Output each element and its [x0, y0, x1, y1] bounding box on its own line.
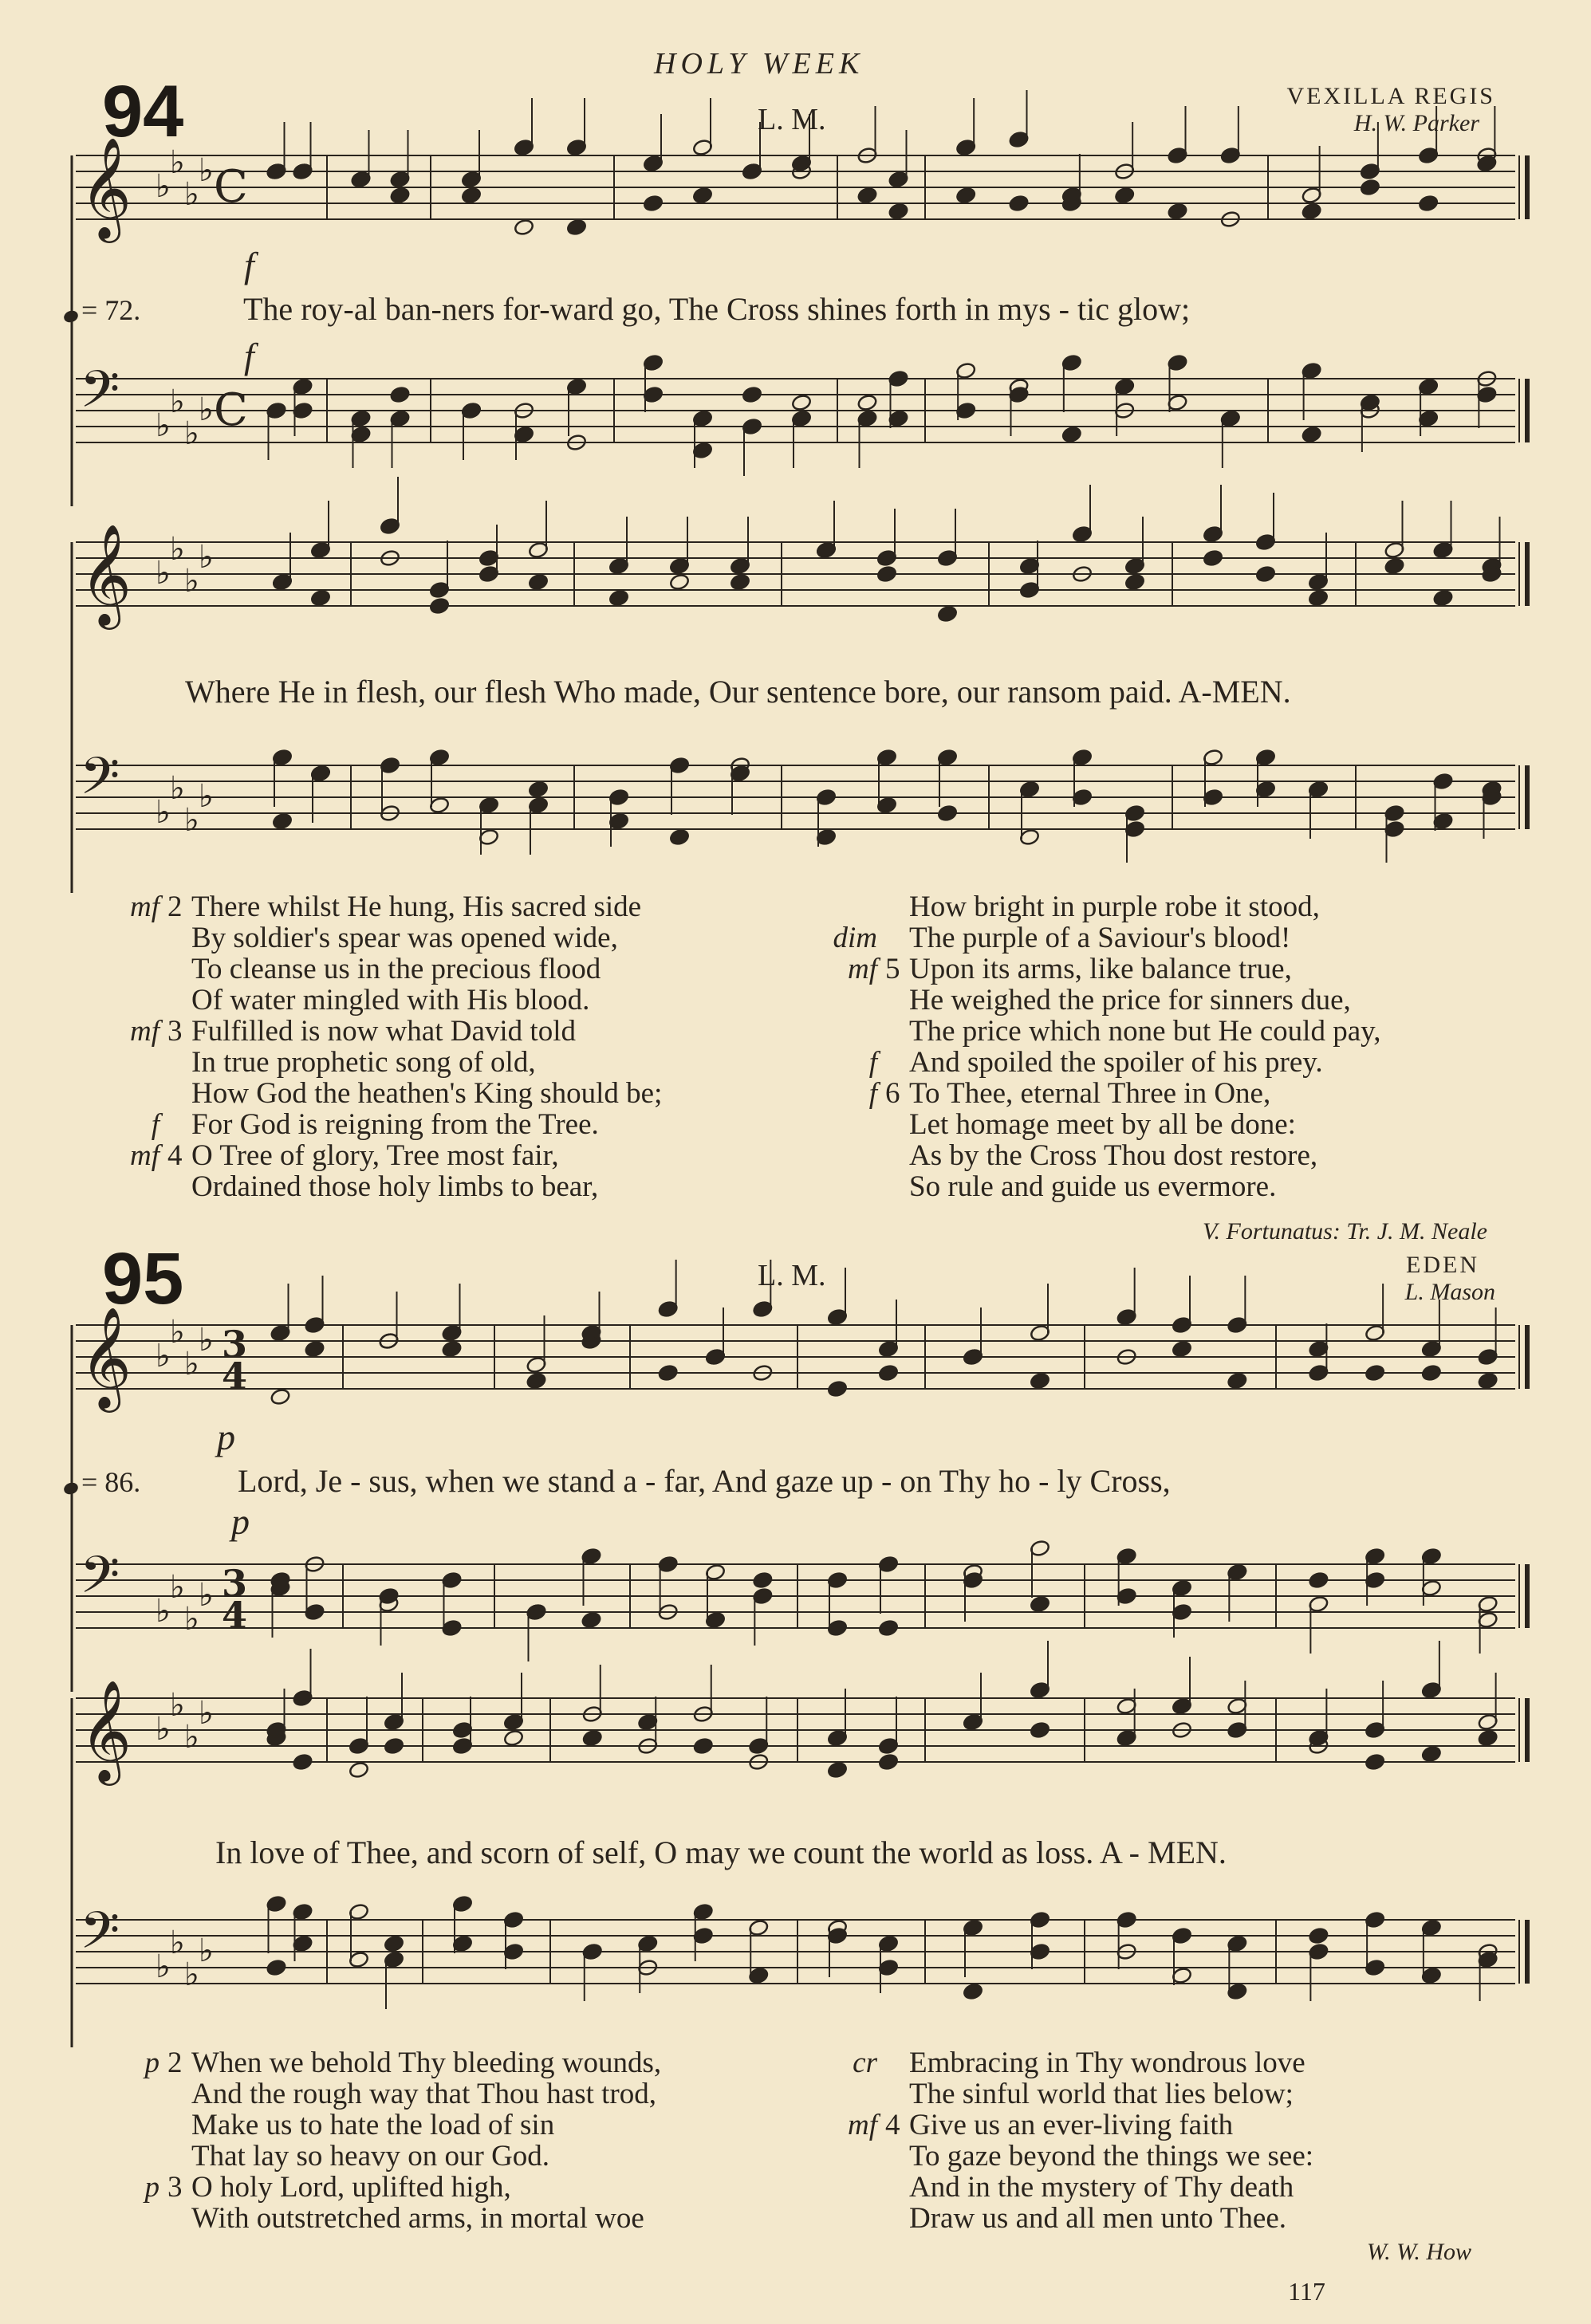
hymn-meter: L. M.	[758, 103, 826, 136]
note-head	[1255, 565, 1276, 584]
flat-icon: ♭	[199, 391, 214, 428]
dynamic-mark: p	[231, 1501, 250, 1542]
verse-text: When we behold Thy bleeding wounds,	[191, 2047, 662, 2079]
flat-icon: ♭	[199, 1933, 214, 1969]
verse-line	[80, 1140, 797, 1171]
lyric-line: The roy-al ban-ners for-ward go, The Cross shines forth in mys - tic glow;	[243, 291, 1191, 327]
verse-line	[80, 2172, 797, 2203]
note-head	[304, 1340, 325, 1359]
flat-icon: ♭	[184, 176, 199, 213]
verse-line	[797, 2203, 1547, 2234]
note-head	[669, 573, 690, 592]
flat-icon: ♭	[199, 539, 214, 576]
note-head	[1365, 1364, 1385, 1382]
flat-icon: ♭	[156, 1711, 171, 1748]
dynamic-mark: f	[244, 336, 254, 376]
verse-text: Give us an ever-living faith	[909, 2109, 1234, 2141]
verse-dynamic: f	[868, 1046, 877, 1079]
verse-line	[797, 1016, 1547, 1047]
note-head	[658, 1364, 679, 1382]
note-head	[827, 1761, 848, 1779]
verse-line	[80, 1109, 797, 1140]
note-head	[857, 394, 877, 412]
treble-clef-icon: 𝄞	[80, 1306, 132, 1408]
verse-line	[80, 2078, 797, 2110]
verse-line	[80, 2110, 797, 2141]
verse-line	[80, 891, 797, 922]
verse-text: And in the mystery of Thy death	[909, 2171, 1294, 2204]
verse-text: As by the Cross Thou dost restore,	[909, 1139, 1318, 1172]
note-head	[581, 1611, 601, 1630]
note-head	[514, 218, 534, 237]
verse-line	[80, 1047, 797, 1078]
note-head	[1227, 1372, 1247, 1390]
verse-text: And spoiled the spoiler of his prey.	[909, 1046, 1323, 1079]
flat-icon: ♭	[199, 1322, 214, 1359]
note-head	[963, 1983, 983, 2001]
flat-icon: ♭	[170, 531, 185, 568]
note-head	[1478, 1372, 1498, 1390]
verse-number: 4	[885, 2109, 900, 2141]
note-head	[608, 589, 629, 608]
verse-text: And the rough way that Thou hast trod,	[191, 2078, 657, 2110]
lyric-line: In love of Thee, and scorn of self, O may we count the world as loss. A - MEN.	[215, 1834, 1227, 1870]
lyric-line: Lord, Je - sus, when we stand a - far, And gaze up - on Thy ho - ly Cross,	[238, 1463, 1171, 1499]
verse-text: That lay so heavy on our God.	[191, 2140, 550, 2173]
note-head	[272, 812, 293, 831]
note-head	[292, 1753, 313, 1772]
note-head	[1421, 1745, 1442, 1764]
quarter-note-icon	[62, 1481, 80, 1496]
flat-icon: ♭	[184, 1956, 199, 1993]
note-head	[384, 1737, 404, 1756]
note-head	[643, 195, 664, 213]
note-head	[742, 386, 762, 404]
note-head	[1203, 549, 1223, 568]
note-head	[266, 1959, 286, 1977]
flat-icon: ♭	[184, 563, 199, 600]
verse-line	[80, 1078, 797, 1109]
verse-text: The sinful world that lies below;	[909, 2078, 1294, 2110]
tempo-marking	[64, 293, 140, 327]
verse-dynamic: p	[144, 2171, 159, 2204]
note-head	[1384, 557, 1404, 576]
note-head	[1030, 1372, 1050, 1390]
flat-icon: ♭	[184, 415, 199, 452]
verse-column-right	[797, 2047, 1547, 2234]
verse-dynamic: mf	[848, 2109, 877, 2141]
dynamic-mark: p	[217, 1417, 235, 1457]
note-head	[582, 1729, 603, 1748]
note-head	[937, 804, 958, 823]
note-head	[1308, 589, 1329, 608]
verse-text: Embracing in Thy wondrous love	[909, 2047, 1305, 2079]
treble-clef-icon: 𝄞	[80, 136, 132, 238]
flat-icon: ♭	[199, 152, 214, 189]
verse-line	[80, 954, 797, 985]
lyric-line: Where He in flesh, our flesh Who made, Our sentence bore, our ransom paid. A-MEN.	[185, 674, 1291, 710]
note-head	[857, 187, 877, 205]
verse-text: The purple of a Saviour's blood!	[909, 922, 1291, 954]
verse-line	[80, 2141, 797, 2172]
flat-icon: ♭	[170, 144, 185, 181]
note-head	[827, 1380, 848, 1398]
verse-dynamic: cr	[853, 2047, 877, 2079]
verse-line	[80, 2203, 797, 2234]
note-head	[693, 1737, 714, 1756]
verse-text: So rule and guide us evermore.	[909, 1170, 1277, 1203]
verse-line	[80, 2047, 797, 2078]
note-head	[566, 218, 587, 237]
note-head	[1308, 1927, 1329, 1945]
hymn-number: 94	[102, 71, 184, 152]
flat-icon: ♭	[199, 778, 214, 815]
quarter-note-icon	[62, 309, 80, 324]
note-head	[1421, 1364, 1442, 1382]
flat-icon: ♭	[170, 770, 185, 807]
tune-name: VEXILLA REGIS	[1286, 83, 1495, 109]
verse-text: How bright in purple robe it stood,	[909, 891, 1320, 923]
hymn-credit: W. W. How	[1366, 2239, 1471, 2265]
verse-line	[797, 2141, 1547, 2172]
dynamic-mark: f	[244, 245, 254, 285]
note-head	[730, 573, 750, 592]
bass-clef-icon: 𝄢	[80, 747, 120, 819]
note-head	[1308, 1571, 1329, 1590]
note-head	[1114, 187, 1135, 205]
verse-line	[80, 1016, 797, 1047]
verse-dynamic: f	[868, 1077, 877, 1110]
verse-line	[80, 1171, 797, 1202]
verse-text: Let homage meet by all be done:	[909, 1108, 1296, 1141]
verse-line	[797, 891, 1547, 922]
note-head	[1030, 1721, 1050, 1740]
verse-number: 3	[167, 2171, 183, 2204]
time-signature-bottom: 4	[222, 1355, 248, 1398]
verse-text: Ordained those holy limbs to bear,	[191, 1170, 599, 1203]
verse-text: To gaze beyond the things we see:	[909, 2140, 1314, 2173]
verse-text: In true prophetic song of old,	[191, 1046, 536, 1079]
note-head	[526, 1372, 546, 1390]
verse-number: 5	[885, 953, 900, 985]
flat-icon: ♭	[184, 1719, 199, 1756]
note-head	[1008, 195, 1029, 213]
note-head	[1302, 203, 1322, 221]
time-signature-top: 3	[222, 1562, 248, 1605]
note-head	[1030, 1595, 1050, 1614]
treble-clef-icon: 𝄞	[80, 523, 132, 625]
verse-text: He weighed the price for sinners due,	[909, 984, 1351, 1017]
flat-icon: ♭	[156, 1948, 171, 1985]
composer-name: H. W. Parker	[1353, 110, 1479, 136]
verse-line	[797, 2078, 1547, 2110]
flat-icon: ♭	[170, 1925, 185, 1961]
note-head	[878, 1753, 899, 1772]
verse-column-right	[797, 891, 1547, 1202]
hymn-meter: L. M.	[758, 1259, 826, 1292]
note-head	[1167, 203, 1187, 221]
verse-dynamic: mf	[848, 953, 877, 985]
verse-number: 2	[167, 2047, 183, 2079]
note-head	[1365, 1753, 1385, 1772]
verse-text: How God the heathen's King should be;	[191, 1077, 663, 1110]
note-head	[791, 394, 812, 412]
bass-clef-icon: 𝄢	[80, 360, 120, 432]
verse-line	[797, 1078, 1547, 1109]
verse-line	[797, 954, 1547, 985]
verse-line	[797, 985, 1547, 1016]
note-head	[1360, 179, 1380, 197]
verse-number: 6	[885, 1077, 900, 1110]
flat-icon: ♭	[156, 407, 171, 444]
flat-icon: ♭	[170, 1569, 185, 1606]
time-signature-top: 3	[222, 1323, 248, 1366]
flat-icon: ♭	[156, 1338, 171, 1374]
verse-text: O holy Lord, uplifted high,	[191, 2171, 511, 2204]
verse-line	[797, 1109, 1547, 1140]
verse-text: Of water mingled with His blood.	[191, 984, 590, 1017]
flat-icon: ♭	[156, 555, 171, 592]
verse-line	[797, 2172, 1547, 2203]
verse-line	[797, 1140, 1547, 1171]
note-head	[528, 781, 549, 799]
note-head	[1432, 589, 1453, 608]
bass-clef-icon: 𝄢	[80, 1901, 120, 1973]
note-head	[441, 1340, 462, 1359]
verse-dynamic: mf	[130, 1139, 159, 1172]
flat-icon: ♭	[184, 802, 199, 839]
verse-dynamic: p	[144, 2047, 159, 2079]
common-time-icon: C	[214, 161, 248, 213]
note-head	[389, 187, 410, 205]
note-head	[669, 828, 690, 847]
note-head	[692, 187, 713, 205]
note-head	[528, 573, 549, 592]
verse-dynamic: mf	[130, 1015, 159, 1048]
hymn-number: 95	[102, 1238, 184, 1319]
flat-icon: ♭	[170, 1687, 185, 1724]
tune-name: EDEN	[1406, 1252, 1479, 1278]
composer-name: L. Mason	[1404, 1279, 1495, 1305]
note-head	[878, 1364, 899, 1382]
flat-icon: ♭	[156, 794, 171, 831]
bass-clef-icon: 𝄢	[80, 1546, 120, 1618]
note-head	[429, 597, 450, 615]
verse-text: Make us to hate the load of sin	[191, 2109, 555, 2141]
verse-text: There whilst He hung, His sacred side	[191, 891, 642, 923]
verse-dynamic: dim	[833, 922, 877, 954]
flat-icon: ♭	[184, 1601, 199, 1638]
verse-column-left	[80, 2047, 797, 2234]
section-title: HOLY WEEK	[654, 47, 864, 81]
flat-icon: ♭	[170, 383, 185, 420]
note-head	[955, 187, 976, 205]
note-head	[888, 203, 908, 221]
flat-icon: ♭	[156, 1593, 171, 1630]
time-signature-bottom: 4	[222, 1594, 248, 1637]
verse-column-left	[80, 891, 797, 1202]
verse-text: O Tree of glory, Tree most fair,	[191, 1139, 559, 1172]
verse-line	[797, 922, 1547, 954]
note-head	[1418, 195, 1439, 213]
verse-line	[797, 2047, 1547, 2078]
note-head	[1172, 1340, 1192, 1359]
note-head	[310, 589, 331, 608]
note-head	[1124, 573, 1145, 592]
flat-icon: ♭	[199, 1577, 214, 1614]
note-head	[270, 1388, 290, 1406]
verse-line	[797, 1171, 1547, 1202]
note-head	[1302, 426, 1322, 444]
note-head	[878, 1619, 899, 1638]
verse-line	[797, 2110, 1547, 2141]
note-head	[752, 1571, 773, 1590]
note-head	[876, 565, 897, 584]
common-time-icon: C	[214, 384, 248, 436]
verse-text: To cleanse us in the precious flood	[191, 953, 601, 985]
flat-icon: ♭	[170, 1314, 185, 1351]
note-head	[384, 1935, 404, 1953]
verse-text: Fulfilled is now what David told	[191, 1015, 576, 1048]
verse-line	[80, 985, 797, 1016]
verse-number: 3	[167, 1015, 183, 1048]
verse-text: Upon its arms, like balance true,	[909, 953, 1292, 985]
verse-text: By soldier's spear was opened wide,	[191, 922, 618, 954]
flat-icon: ♭	[184, 1346, 199, 1382]
note-head	[503, 1729, 524, 1748]
tempo-value: = 72.	[81, 294, 141, 326]
verse-text: Draw us and all men unto Thee.	[909, 2202, 1286, 2235]
verse-line	[80, 922, 797, 954]
flat-icon: ♭	[156, 168, 171, 205]
tempo-marking	[64, 1465, 140, 1499]
verse-dynamic: mf	[130, 891, 159, 923]
note-head	[389, 386, 410, 404]
verse-number: 4	[167, 1139, 183, 1172]
verse-line	[797, 1047, 1547, 1078]
verse-text: To Thee, eternal Three in One,	[909, 1077, 1271, 1110]
note-head	[937, 605, 958, 623]
page-number: 117	[1288, 2277, 1325, 2306]
note-head	[349, 1761, 369, 1779]
note-head	[1478, 1729, 1498, 1748]
tempo-value: = 86.	[81, 1466, 141, 1498]
treble-clef-icon: 𝄞	[80, 1679, 132, 1781]
verse-dynamic: f	[151, 1108, 159, 1141]
verse-text: The price which none but He could pay,	[909, 1015, 1381, 1048]
hymn-credit: V. Fortunatus: Tr. J. M. Neale	[1203, 1218, 1487, 1245]
flat-icon: ♭	[199, 1695, 214, 1732]
verse-text: With outstretched arms, in mortal woe	[191, 2202, 644, 2235]
verse-number: 2	[167, 891, 183, 923]
note-head	[461, 187, 482, 205]
verse-text: For God is reigning from the Tree.	[191, 1108, 599, 1141]
note-head	[1061, 426, 1082, 444]
